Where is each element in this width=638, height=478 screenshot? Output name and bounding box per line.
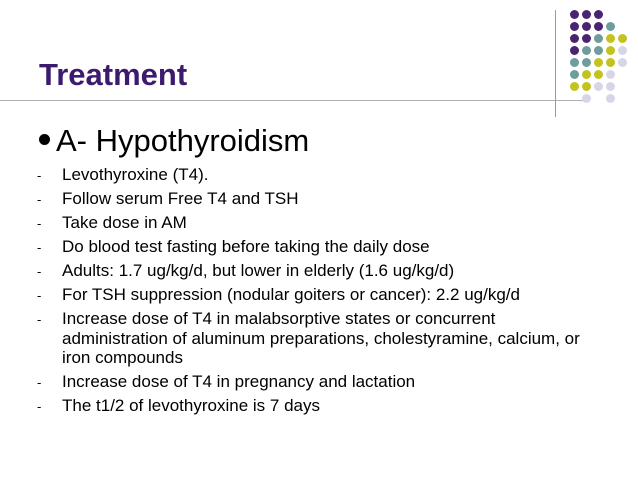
list-item	[37, 237, 580, 257]
list-item	[37, 213, 580, 233]
decor-dot-teal	[570, 70, 579, 79]
decor-dot-yellow	[606, 46, 615, 55]
treatment-list	[37, 165, 580, 416]
decor-dot-purple	[594, 10, 603, 19]
decor-dot-teal	[582, 46, 591, 55]
dash-marker-icon: -	[37, 375, 42, 390]
decor-dot-purple	[582, 34, 591, 43]
decor-dot-yellow	[582, 70, 591, 79]
decor-dot-yellow	[606, 58, 615, 67]
decor-dot-purple	[582, 22, 591, 31]
list-item	[37, 261, 580, 281]
list-item	[37, 189, 580, 209]
decor-dot-lavender	[606, 94, 615, 103]
section-heading	[39, 121, 309, 161]
list-item	[37, 396, 580, 416]
decor-dot-teal	[582, 58, 591, 67]
decor-dot-yellow	[594, 58, 603, 67]
list-item	[37, 165, 580, 185]
list-item-text: Adults: 1.7 ug/kg/d, but lower in elderly (1.6 ug/kg/d)	[62, 261, 455, 280]
decor-dot-lavender	[618, 46, 627, 55]
dash-marker-icon: -	[37, 312, 42, 327]
dash-marker-icon: -	[37, 288, 42, 303]
slide-title: Treatment	[39, 57, 188, 92]
list-item-text: Take dose in AM	[62, 213, 187, 232]
decor-dot-lavender	[606, 70, 615, 79]
decor-dot-teal	[606, 22, 615, 31]
decor-dot-purple	[570, 34, 579, 43]
decor-dot-purple	[582, 10, 591, 19]
list-item	[37, 285, 580, 305]
list-item-text: For TSH suppression (nodular goiters or cancer): 2.2 ug/kg/d	[62, 285, 520, 304]
decor-dot-teal	[594, 46, 603, 55]
decor-divider-vertical	[555, 10, 556, 117]
decor-dot-yellow	[618, 34, 627, 43]
dash-marker-icon: -	[37, 264, 42, 279]
list-item-text: The t1/2 of levothyroxine is 7 days	[62, 396, 320, 415]
decor-dot-purple	[570, 10, 579, 19]
list-item-text: Do blood test fasting before taking the daily dose	[62, 237, 430, 256]
decorative-dot-grid	[568, 10, 638, 110]
decor-dot-yellow	[594, 70, 603, 79]
decor-dot-lavender	[618, 58, 627, 67]
decor-dot-purple	[570, 46, 579, 55]
title-divider-horizontal	[0, 100, 585, 101]
list-item	[37, 372, 580, 392]
decor-dot-purple	[570, 22, 579, 31]
list-item-text: Follow serum Free T4 and TSH	[62, 189, 299, 208]
decor-dot-purple	[594, 22, 603, 31]
dash-marker-icon: -	[37, 399, 42, 414]
dash-marker-icon: -	[37, 216, 42, 231]
decor-dot-teal	[570, 58, 579, 67]
list-item-text: Increase dose of T4 in malabsorptive states or concurrent administration of aluminum preparations, cholestyramine, calcium, or iron compounds	[62, 309, 580, 367]
list-item-text: Increase dose of T4 in pregnancy and lactation	[62, 372, 416, 391]
decor-dot-yellow	[570, 82, 579, 91]
dash-marker-icon: -	[37, 168, 42, 183]
list-item	[37, 309, 580, 368]
dash-marker-icon: -	[37, 192, 42, 207]
filled-circle-bullet-icon	[39, 134, 50, 145]
decor-dot-yellow	[606, 34, 615, 43]
list-item-text: Levothyroxine (T4).	[62, 165, 209, 184]
dash-marker-icon: -	[37, 240, 42, 255]
decor-dot-lavender	[606, 82, 615, 91]
decor-dot-lavender	[594, 82, 603, 91]
section-heading-text: A- Hypothyroidism	[56, 123, 310, 158]
decor-dot-lavender	[582, 94, 591, 103]
decor-dot-yellow	[582, 82, 591, 91]
decor-dot-teal	[594, 34, 603, 43]
